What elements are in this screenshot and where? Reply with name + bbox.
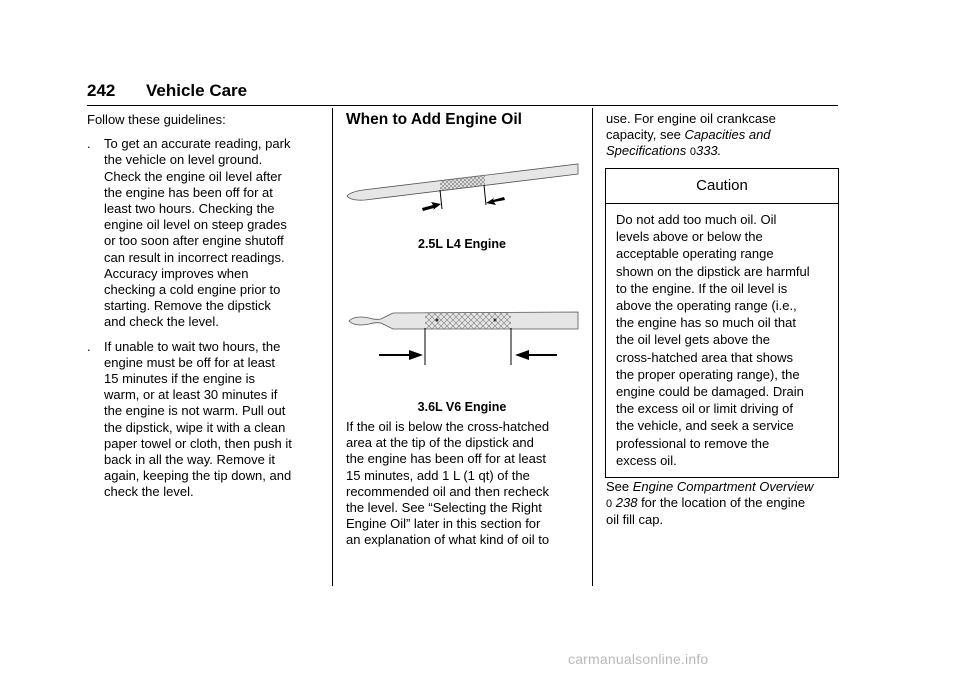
text-line: engine could be damaged. Drain <box>616 384 804 400</box>
text-line: and check the level. <box>104 314 219 330</box>
text-line: professional to remove the <box>616 435 770 451</box>
text-line: the engine has so much oil that <box>616 315 796 331</box>
bullet-text <box>104 339 323 501</box>
text-line: warm, or at least 30 minutes if <box>104 387 278 403</box>
column-1 <box>87 112 323 501</box>
text-line: can result in incorrect readings. <box>104 249 285 265</box>
text-line <box>606 479 841 495</box>
cross-reference-link[interactable]: Specifications <box>606 143 687 159</box>
text-line: or too soon after engine shutoff <box>104 233 284 249</box>
text-run: See <box>606 479 633 494</box>
dipstick-25l-illustration <box>345 152 581 217</box>
text-run: for the location of the engine <box>637 495 806 511</box>
dipstick-36l-illustration <box>345 302 581 368</box>
text-line: above the operating range (i.e., <box>616 298 797 314</box>
text-line: Do not add too much oil. Oil <box>616 212 777 227</box>
text-line: recommended oil and then recheck <box>346 483 550 499</box>
cross-reference-link[interactable]: Engine Compartment Overview <box>632 479 814 494</box>
text-line: Engine Oil” later in this section for <box>346 516 541 532</box>
text-line: back in all the way. Remove it <box>104 452 275 468</box>
page-reference[interactable]: 238 <box>615 495 638 511</box>
text-line: area at the tip of the dipstick and <box>346 435 534 451</box>
text-line: the engine has been off for at <box>104 184 273 200</box>
figure-caption: 2.5L L4 Engine <box>418 237 506 251</box>
text-line <box>606 143 841 160</box>
section-heading: When to Add Engine Oil <box>346 111 522 128</box>
text-line: If the oil is below the cross-hatched <box>346 419 550 434</box>
text-line: the proper operating range), the <box>616 366 800 382</box>
text-line: check the level. <box>104 484 194 500</box>
text-line <box>606 495 841 512</box>
watermark: carmanualsonline.info <box>568 651 709 667</box>
figure-caption: 3.6L V6 Engine <box>417 400 507 414</box>
text-line: levels above or below the <box>616 229 763 245</box>
text-line: 15 minutes, add 1 L (1 qt) of the <box>346 467 530 483</box>
text-line: the vehicle on level ground. <box>104 152 263 168</box>
see-also-paragraph <box>606 479 841 529</box>
page-number: 242 <box>87 81 116 100</box>
section-title: Vehicle Care <box>146 81 248 100</box>
caution-title: Caution <box>606 169 838 204</box>
text-line: 15 minutes if the engine is <box>104 371 256 387</box>
page-reference[interactable]: 333 <box>695 143 718 159</box>
text-line: If unable to wait two hours, the <box>104 338 281 354</box>
text-line: To get an accurate reading, park <box>104 136 291 152</box>
text-line: acceptable operating range <box>616 246 774 262</box>
text-run: capacity, see <box>606 127 685 143</box>
text-line: paper towel or cloth, then push it <box>104 435 292 451</box>
text-line: the oil level gets above the <box>616 332 770 348</box>
text-line: least two hours. Checking the <box>104 201 275 217</box>
column-divider-left <box>332 108 333 586</box>
text-line: cross-hatched area that shows <box>616 349 794 365</box>
text-line: Check the engine oil level after <box>104 168 282 184</box>
page-ref-arrow-icon: 0 <box>606 498 613 511</box>
text-line: use. For engine oil crankcase <box>606 111 776 126</box>
bullet-marker: . <box>87 338 91 354</box>
intro-text: Follow these guidelines: <box>87 112 226 127</box>
cross-reference-link[interactable]: Capacities and <box>684 127 771 143</box>
text-line <box>606 127 841 143</box>
text-line: engine oil level on steep grades <box>104 217 287 233</box>
bullet-item <box>87 136 323 330</box>
text-line: engine must be off for at least <box>104 354 276 370</box>
text-line: the engine has been off for at least <box>346 451 546 467</box>
text-line: the level. See “Selecting the Right <box>346 500 542 516</box>
text-line: the excess oil or limit driving of <box>616 401 794 417</box>
text-line: starting. Remove the dipstick <box>104 298 271 314</box>
text-line: the vehicle, and seek a service <box>616 418 794 434</box>
column-divider-right <box>592 108 593 586</box>
text-line: an explanation of what kind of oil to <box>346 532 550 548</box>
text-line: Accuracy improves when <box>104 265 249 281</box>
page-ref-arrow-icon: 0 <box>689 146 696 159</box>
capacity-paragraph <box>606 111 841 161</box>
text-line: again, keeping the tip down, and <box>104 468 292 484</box>
body-paragraph <box>346 419 586 549</box>
caution-body <box>606 204 838 477</box>
bullet-item <box>87 339 323 501</box>
text-line: shown on the dipstick are harmful <box>616 263 810 279</box>
text-line: the engine is not warm. Pull out <box>104 403 286 419</box>
bullet-marker: . <box>87 136 91 152</box>
caution-box <box>605 168 839 478</box>
header-rule <box>87 105 838 106</box>
text-line: the dipstick, wipe it with a clean <box>104 419 286 435</box>
text-line: excess oil. <box>616 452 677 468</box>
text-line: checking a cold engine prior to <box>104 282 281 298</box>
text-line: to the engine. If the oil level is <box>616 280 788 296</box>
text-run: . <box>717 143 722 159</box>
text-line: oil fill cap. <box>606 512 664 528</box>
bullet-text <box>104 136 323 330</box>
